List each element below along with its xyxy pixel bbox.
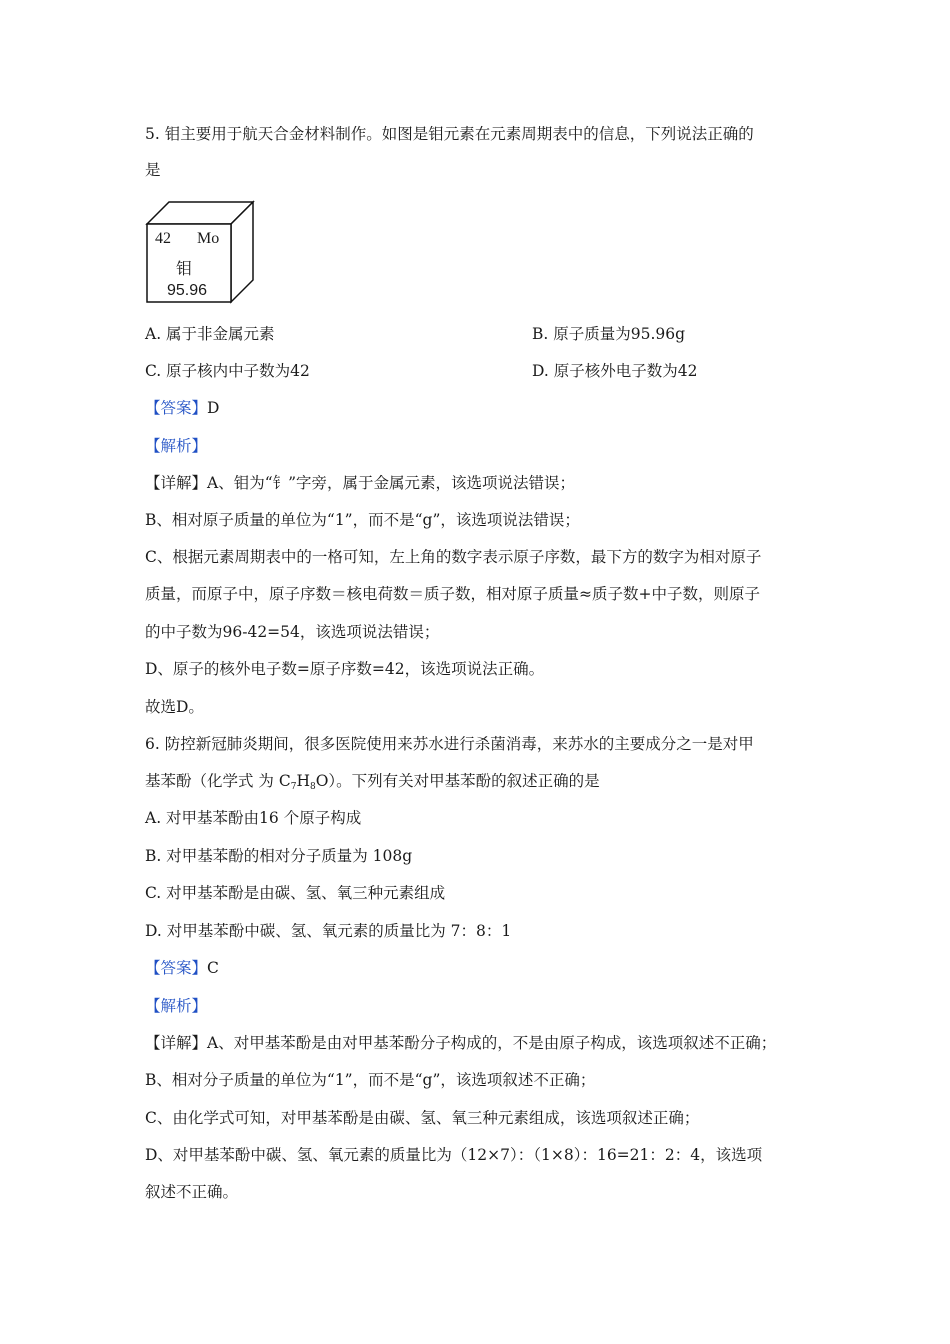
q5-detail-line-6: D、原子的核外电子数=原子序数=42，该选项说法正确。: [145, 660, 545, 678]
q5-detail-line-1: [145, 473, 575, 493]
q6-detail-line-3: C、由化学式可知，对甲基苯酚是由碳、氢、氧三种元素组成，该选项叙述正确；: [145, 1109, 700, 1127]
q6-stem-line-1: 6. 防控新冠肺炎期间，很多医院使用来苏水进行杀菌消毒，来苏水的主要成分之一是对甲: [145, 735, 754, 753]
q5-conclusion: 故选D。: [145, 698, 204, 716]
element-symbol: Mo: [197, 230, 220, 247]
q5-stem-line-1: 5. 钼主要用于航天合金材料制作。如图是钼元素在元素周期表中的信息，下列说法正确的: [145, 125, 754, 143]
q6-detail-line-4: D、对甲基苯酚中碳、氢、氧元素的质量比为（12×7）：（1×8）：16=21：2：4，该选项: [145, 1146, 763, 1164]
q5-analysis-label: 【解析】: [145, 437, 208, 455]
q5-detail-line-4: 质量，而原子中，原子序数＝核电荷数＝质子数，相对原子质量≈质子数+中子数，则原子: [145, 585, 760, 603]
answer-value: D: [207, 399, 220, 417]
q5-option-b: B. 原子质量为95.96g: [532, 325, 686, 343]
detail-label: 【详解】: [145, 1034, 208, 1052]
q5-option-d: D. 原子核外电子数为42: [532, 362, 698, 380]
formula-subscript-h: 8: [309, 782, 316, 792]
q6-detail-line-1: [145, 1033, 776, 1053]
q6-option-d: D. 对甲基苯酚中碳、氢、氧元素的质量比为 7：8：1: [145, 922, 512, 940]
stem-text-pre: 基苯酚（化学式 为 C: [145, 772, 291, 790]
q5-detail-line-5: 的中子数为96-42=54，该选项说法错误；: [145, 623, 440, 641]
stem-text-post: O）。下列有关对甲基苯酚的叙述正确的是: [315, 772, 600, 790]
relative-atomic-mass: 95.96: [167, 282, 208, 299]
answer-label: 【答案】: [145, 399, 208, 417]
formula-subscript-c: 7: [290, 782, 297, 792]
q6-answer: [145, 958, 219, 978]
q5-detail-line-3: C、根据元素周期表中的一格可知，左上角的数字表示原子序数，最下方的数字为相对原子: [145, 548, 762, 566]
q6-option-a: A. 对甲基苯酚由16 个原子构成: [145, 809, 362, 827]
q6-option-c: C. 对甲基苯酚是由碳、氢、氧三种元素组成: [145, 884, 446, 902]
q5-detail-line-2: B、相对原子质量的单位为“1”，而不是“g”，该选项说法错误；: [145, 511, 580, 529]
atomic-number: 42: [155, 230, 171, 247]
detail-text: A、对甲基苯酚是由对甲基苯酚分子构成的，不是由原子构成，该选项叙述不正确；: [207, 1034, 777, 1052]
q5-stem-line-2: 是: [145, 161, 161, 179]
q6-option-b: B. 对甲基苯酚的相对分子质量为 108g: [145, 847, 413, 865]
q6-detail-line-2: B、相对分子质量的单位为“1”，而不是“g”，该选项叙述不正确；: [145, 1071, 596, 1089]
q5-option-a: A. 属于非金属元素: [145, 325, 275, 343]
detail-label: 【详解】: [145, 474, 208, 492]
answer-value: C: [207, 959, 219, 977]
formula-hydrogen: H: [296, 772, 310, 790]
q5-option-c: C. 原子核内中子数为42: [145, 362, 310, 380]
answer-label: 【答案】: [145, 959, 208, 977]
q6-detail-line-5: 叙述不正确。: [145, 1183, 239, 1201]
q6-stem-line-2: [145, 771, 600, 797]
q5-answer: [145, 398, 219, 418]
detail-text: A、钼为“钅”字旁，属于金属元素，该选项说法错误；: [207, 474, 576, 492]
q6-analysis-label: 【解析】: [145, 997, 208, 1015]
molybdenum-element-cell: [145, 200, 257, 304]
element-name: 钼: [176, 259, 193, 278]
